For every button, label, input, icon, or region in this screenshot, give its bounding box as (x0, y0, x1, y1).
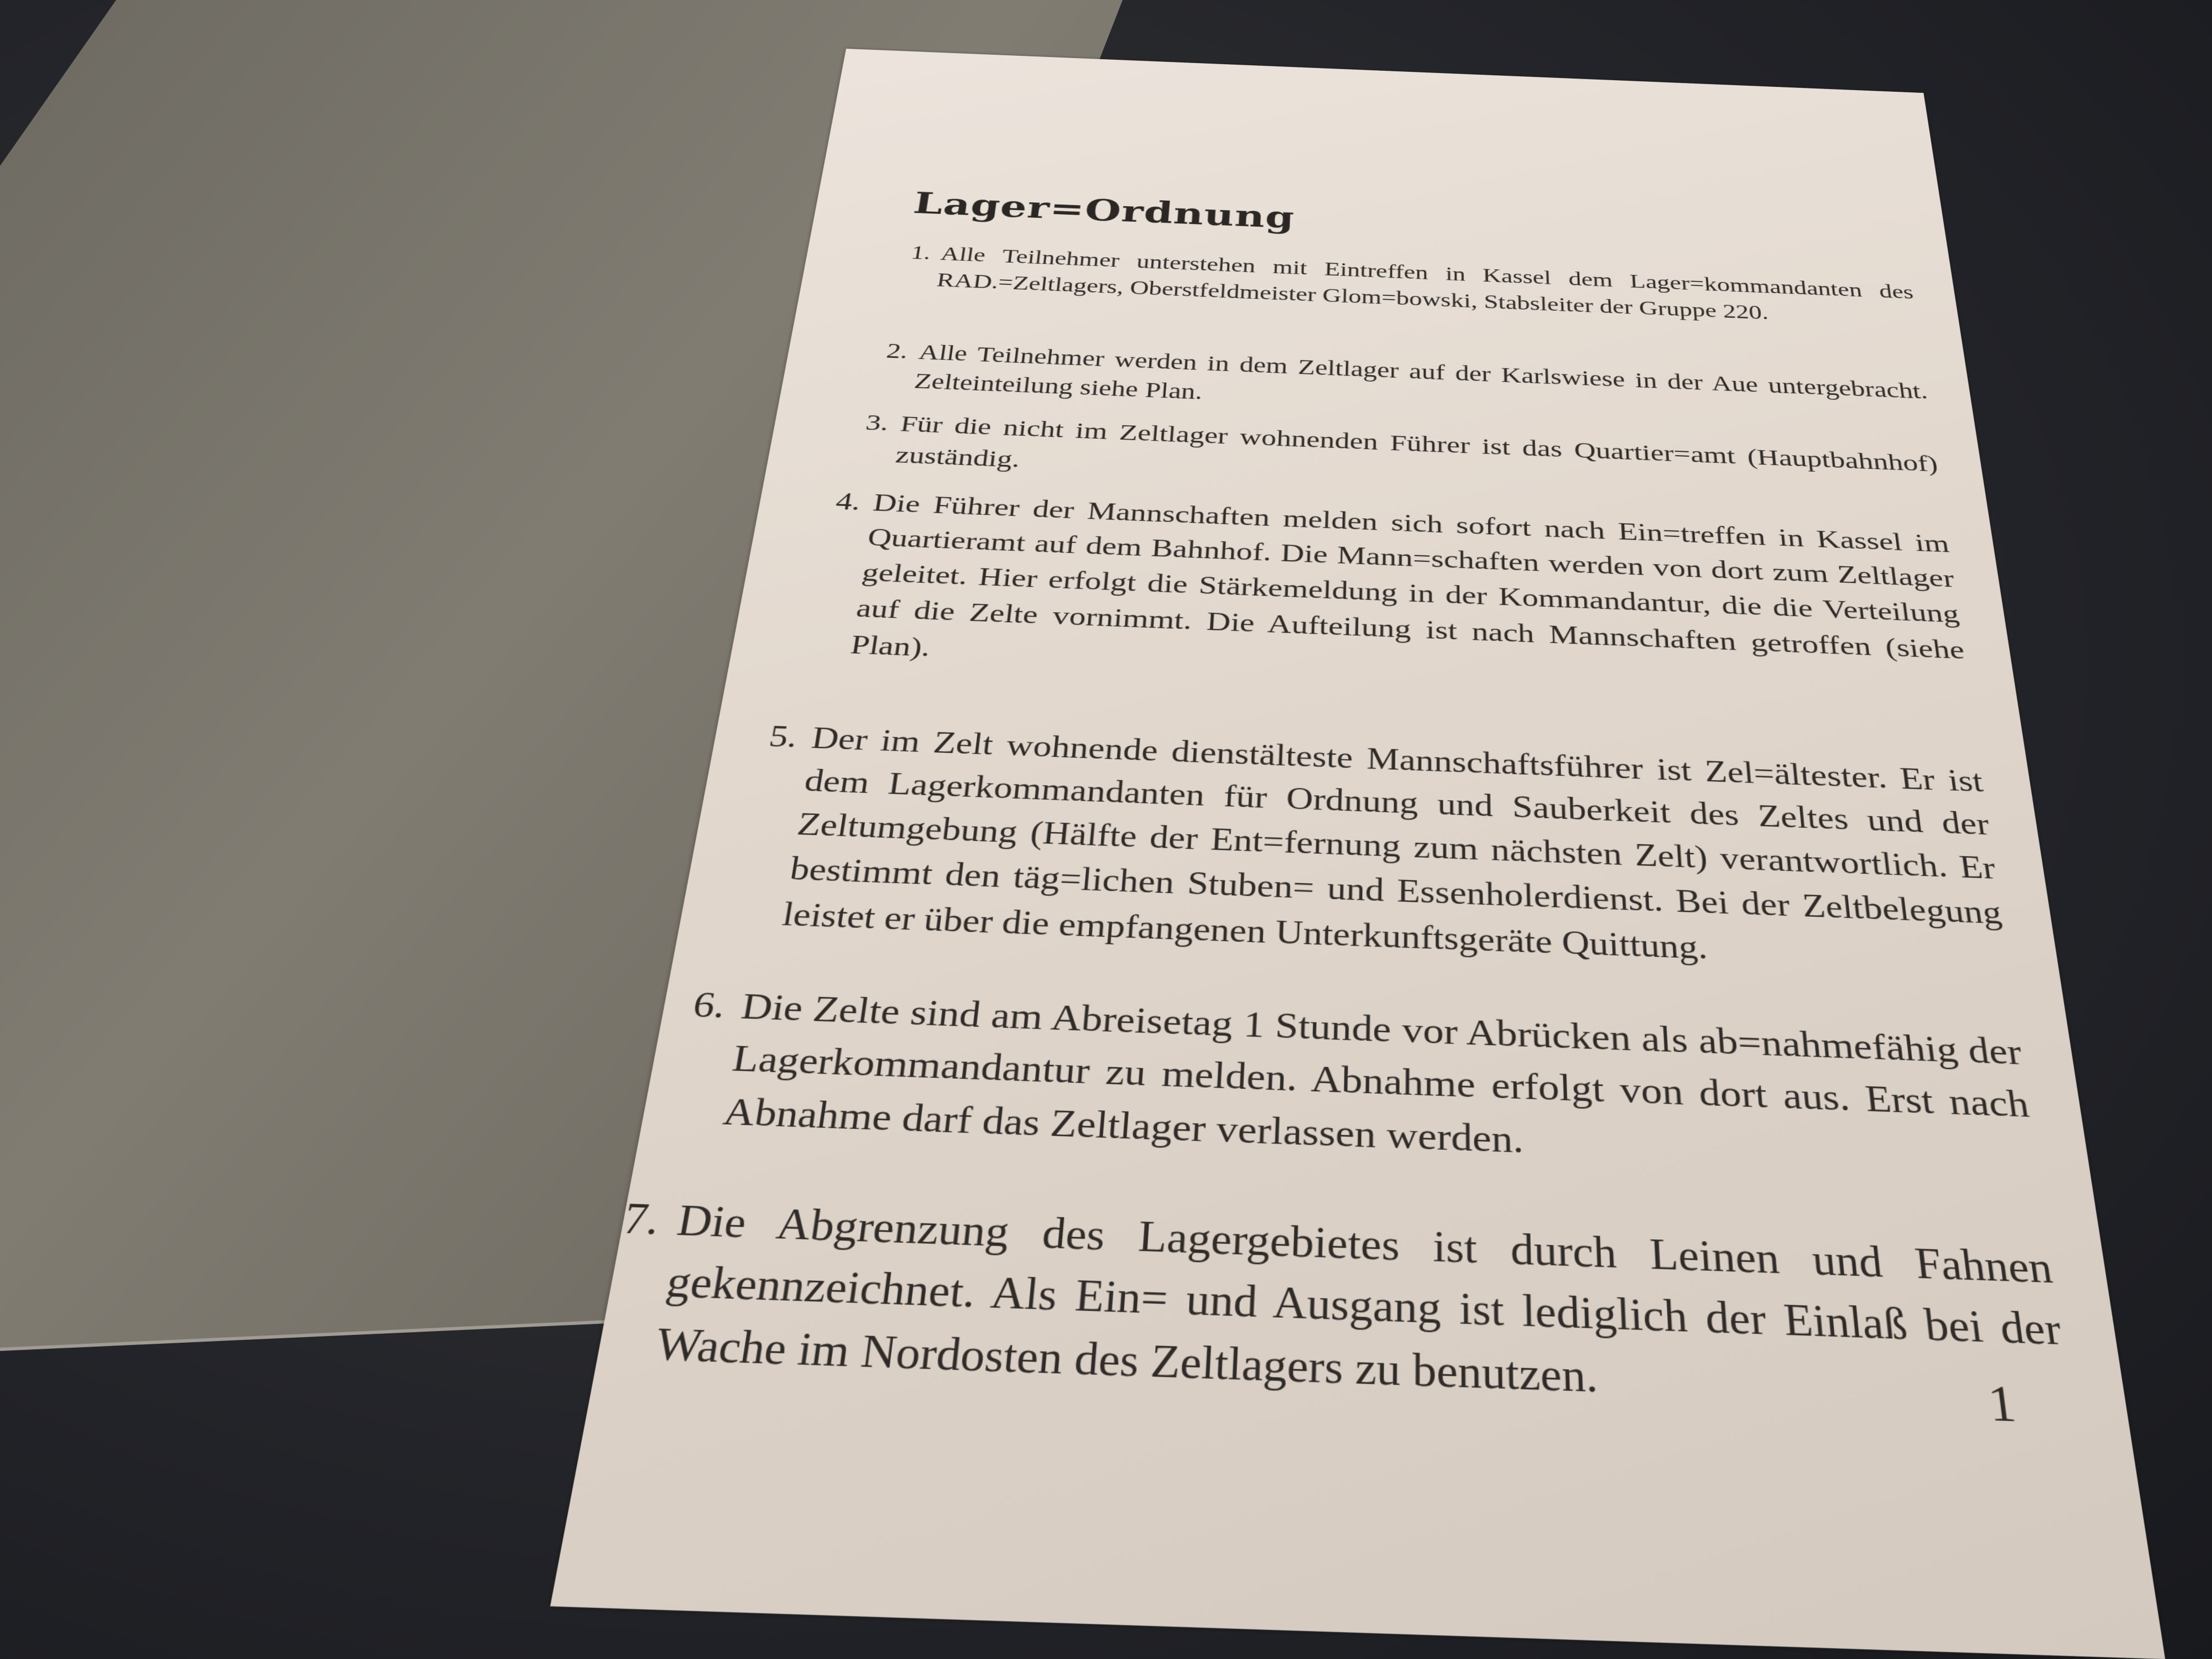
clause-text: Die Abgrenzung des Lagergebietes ist durch Leinen und Fahnen gekennzeichnet. Als Ein= und Ausgang ist lediglich der Einlaß bei der Wache im Nordosten des Zeltlagers zu benutzen. (651, 1197, 2064, 1403)
clause-6 (690, 980, 2040, 1185)
clause-text: Die Zelte sind am Abreisetag 1 Stunde vor Abrücken als ab=nahmefähig der Lagerkommandantur zu melden. Abnahme erfolgt von dort aus. Erst nach Abnahme darf das Zeltlager verlassen werden. (720, 985, 2032, 1162)
clause-number: 7. (619, 1195, 664, 1245)
page-number: 1 (1985, 1374, 2019, 1433)
clause-number: 6. (690, 983, 729, 1026)
clause-text: Alle Teilnehmer unterstehen mit Eintreffen in Kassel dem Lager=kommandanten des RAD.=Zeltlagers, Oberstfeldmeister Glom=bowski, Stabsleiter der Gruppe 220. (935, 243, 1915, 324)
clause-number: 5. (766, 719, 800, 754)
clause-text: Die Führer der Mannschaften melden sich sofort nach Ein=treffen in Kassel im Quartieramt auf dem Bahnhof. Die Mann=schaften werden von dort zum Zeltlager geleitet. Hier erfolgt die Stärkemeldung in der Kommandantur, die die Verteilung auf die Zelte vornimmt. Die Aufteilung ist nach Mannschaften getroffen (siehe Plan). (848, 489, 1966, 665)
clause-number: 1. (909, 242, 932, 264)
clause-1 (909, 241, 1919, 333)
clause-5 (766, 717, 2011, 982)
clause-4 (834, 486, 1971, 706)
clause-number: 4. (834, 487, 863, 516)
clause-text: Der im Zelt wohnende dienstälteste Mannschaftsführer ist Zel=ältester. Er ist dem Lagerkommandanten für Ordnung und Sauberkeit des Zeltes und der Zeltumgebung (Hälfte der Ent=fernung zum nächsten Zelt) verantwortlich. Er bestimmt den täg=lichen Stuben= und Essenholerdienst. Bei der Zeltbelegung leistet er über die empfangenen Unterkunftsgeräte Quittung. (780, 721, 2004, 966)
clause-7 (619, 1192, 2074, 1426)
clause-text: Für die nicht im Zeltlager wohnenden Führer ist das Quartier=amt (Hauptbahnhof) zuständig. (894, 410, 1939, 477)
clause-number: 3. (864, 409, 891, 436)
document-title: Lager=Ordnung (911, 186, 1296, 236)
clause-number: 2. (885, 339, 910, 363)
clause-text: Alle Teilnehmer werden in dem Zeltlager auf der Karlswiese in der Aue untergebracht. Zelteinteilung siehe Plan. (912, 341, 1929, 404)
